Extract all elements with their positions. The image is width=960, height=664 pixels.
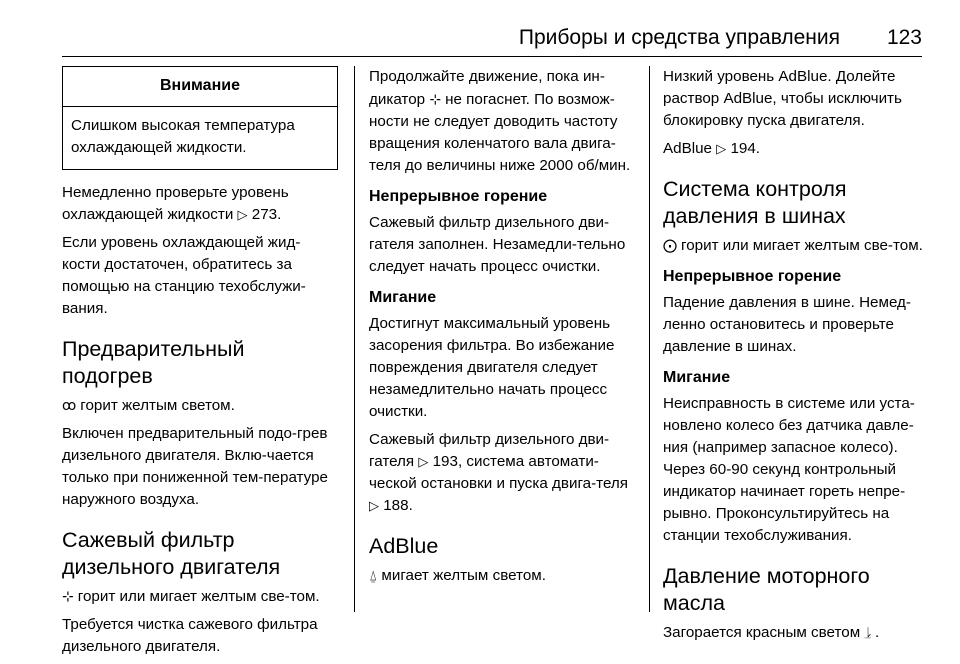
heading-continuous: Непрерывное горение xyxy=(369,188,548,205)
page-ref-188[interactable]: 188. xyxy=(383,497,413,514)
coolant-check-paragraph: Немедленно проверьте уровень охлаждающей жидкости ▷ 273. xyxy=(62,184,289,223)
dpf-refs-paragraph: Сажевый фильтр дизельного дви-гателя ▷ 193, система автомати-ческой остановки и пуска двига-теля ▷ 188. xyxy=(369,431,628,514)
page-title: Приборы и средства управления xyxy=(518,26,840,49)
arrow-icon: ▷ xyxy=(716,141,727,156)
page-ref-194[interactable]: 194. xyxy=(730,140,761,157)
heading-oil-pressure: Давление моторного масла xyxy=(663,564,870,615)
blinking-paragraph: Достигнут максимальный уровень засорения фильтра. Во избежание повреждения двигателя следует незамедлительно начать процесс очистки. xyxy=(369,315,615,420)
oil-indicator-line: Загорается красным светом ⥕ . xyxy=(663,621,925,644)
page-number: 123 xyxy=(886,26,922,49)
dpf-icon: ⊹ xyxy=(62,588,74,604)
coolant-level-paragraph: Если уровень охлаждающей жид-кости достаточен, обратитесь за помощью на станцию техобслужи-вания. xyxy=(62,234,306,317)
preheat-indicator-line: ꝏ горит желтым светом. xyxy=(62,394,338,417)
adblue-indicator-line: ⍙ мигает желтым светом. xyxy=(369,564,633,587)
heading-tpms: Система контроля давления в шинах xyxy=(663,177,847,228)
header-rule xyxy=(62,56,922,57)
dpf-icon: ⊹ xyxy=(429,91,442,107)
heading-blinking: Мигание xyxy=(369,289,437,306)
warning-text: Слишком высокая температура охлаждающей жидкости. xyxy=(71,117,295,156)
page-header xyxy=(62,22,922,56)
heading-continuous: Непрерывное горение xyxy=(663,268,842,285)
page-ref-193[interactable]: 193, система автомати-ческой остановки и пуска двига-теля xyxy=(369,453,628,492)
arrow-icon: ▷ xyxy=(369,498,379,513)
tpms-blinking-paragraph: Неисправность в системе или уста-новлено колесо без датчика давле-ния (например запасное колесо). Через 60-90 секунд контрольный индикатор начинает гореть непре-рывно. Проконсультируйтесь на станции техобслуживания. xyxy=(663,395,915,544)
heading-adblue: AdBlue xyxy=(369,534,439,558)
warning-box xyxy=(62,66,338,170)
heading-blinking: Мигание xyxy=(663,369,731,386)
column-divider-1 xyxy=(354,66,355,612)
column-2 xyxy=(369,66,633,593)
continue-driving-paragraph: Продолжайте движение, пока ин-дикатор ⊹ не погаснет. По возмож-ности не следует доводить частоту вращения коленчатого вала двига-теля до величины ниже 2000 об/мин. xyxy=(369,68,631,174)
dpf-paragraph: Требуется чистка сажевого фильтра дизельного двигателя. xyxy=(62,616,318,655)
column-divider-2 xyxy=(649,66,650,612)
adblue-ref-paragraph: AdBlue ▷ 194. xyxy=(663,140,761,157)
heading-preheat: Предварительный подогрев xyxy=(62,337,245,388)
adblue-low-paragraph: Низкий уровень AdBlue. Долейте раствор AdBlue, чтобы исключить блокировку пуска двигателя. xyxy=(663,68,902,129)
column-3 xyxy=(663,66,925,650)
column-1 xyxy=(62,66,338,664)
tpms-continuous-paragraph: Падение давления в шине. Немед-ленно остановитесь и проверьте давление в шинах. xyxy=(663,294,911,355)
arrow-icon: ▷ xyxy=(418,454,429,469)
tpms-indicator-line: ⨀ горит или мигает желтым све-том. xyxy=(663,234,925,257)
arrow-icon: ▷ xyxy=(237,207,248,222)
oil-can-icon: ⥕ xyxy=(864,624,871,640)
adblue-icon: ⍙ xyxy=(369,567,378,583)
page-ref-273[interactable]: 273. xyxy=(251,206,282,223)
tire-pressure-icon: ⨀ xyxy=(663,237,677,253)
glow-plug-icon: ꝏ xyxy=(62,397,77,413)
warning-title: Внимание xyxy=(63,67,337,107)
preheat-paragraph: Включен предварительный подо-грев дизельного двигателя. Вклю-чается только при пониженной тем-пературе наружного воздуха. xyxy=(62,425,329,508)
continuous-paragraph: Сажевый фильтр дизельного дви-гателя заполнен. Незамедли-тельно следует начать процесс очистки. xyxy=(369,214,626,275)
dpf-indicator-line: ⊹ горит или мигает желтым све-том. xyxy=(62,585,338,608)
heading-dpf: Сажевый фильтр дизельного двигателя xyxy=(62,528,281,579)
